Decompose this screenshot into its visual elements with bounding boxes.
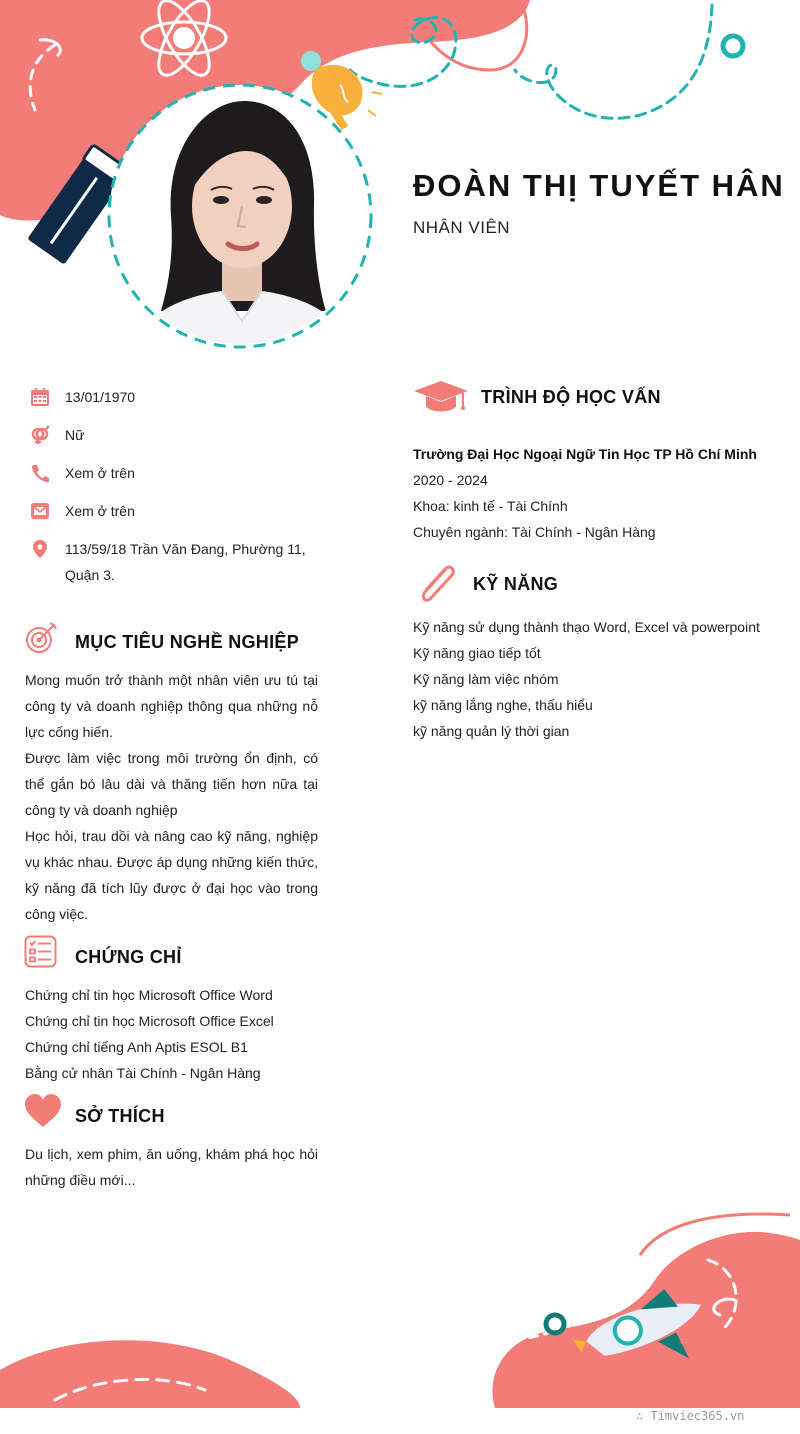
heart-icon xyxy=(24,1094,62,1128)
certificates-title: CHỨNG CHỈ xyxy=(75,947,182,967)
gender-value: Nữ xyxy=(65,427,85,443)
education-faculty: Khoa: kinh tế - Tài Chính xyxy=(413,498,568,514)
certificate-item: Chứng chỉ tin học Microsoft Office Word xyxy=(25,987,273,1003)
certificate-item: Chứng chỉ tiếng Anh Aptis ESOL B1 xyxy=(25,1039,248,1055)
education-years: 2020 - 2024 xyxy=(413,472,488,488)
hobbies-text: Du lịch, xem phim, ăn uống, khám phá học hỏi những điều mới... xyxy=(25,1146,318,1188)
candidate-role: NHÂN VIÊN xyxy=(413,218,511,237)
paperclip-icon xyxy=(415,562,459,606)
skills-title: KỸ NĂNG xyxy=(473,574,559,594)
footer-decoration xyxy=(0,1200,800,1434)
skills-list xyxy=(413,614,760,744)
gender-icon xyxy=(30,425,50,445)
mail-icon xyxy=(30,501,50,521)
teal-ring xyxy=(723,36,743,56)
education-school: Trường Đại Học Ngoại Ngữ Tin Học TP Hồ Chí Minh xyxy=(413,446,757,462)
hobbies-title: SỞ THÍCH xyxy=(75,1106,165,1126)
phone-icon xyxy=(30,463,50,483)
skill-item: kỹ năng lắng nghe, thấu hiểu xyxy=(413,697,593,713)
calendar-icon xyxy=(30,387,50,407)
contact-birthday xyxy=(30,384,320,410)
objective-title: MỤC TIÊU NGHỀ NGHIỆP xyxy=(75,632,300,652)
education-title: TRÌNH ĐỘ HỌC VẤN xyxy=(481,387,661,407)
skill-item: Kỹ năng giao tiếp tốt xyxy=(413,645,541,661)
email-value: Xem ở trên xyxy=(65,503,135,519)
contact-address xyxy=(30,536,320,588)
profile-photo xyxy=(116,96,364,344)
contact-email xyxy=(30,498,320,524)
contact-phone xyxy=(30,460,320,486)
certificate-item: Chứng chỉ tin học Microsoft Office Excel xyxy=(25,1013,274,1029)
location-pin-icon xyxy=(30,539,50,559)
skill-item: Kỹ năng sử dụng thành thạo Word, Excel và powerpoint xyxy=(413,619,760,635)
target-icon xyxy=(24,620,60,656)
watermark: ∴ Timviec365.vn xyxy=(636,1409,745,1423)
graduation-cap-icon xyxy=(413,380,469,414)
checklist-icon xyxy=(24,935,57,968)
contact-gender xyxy=(30,422,320,448)
birthday-value: 13/01/1970 xyxy=(65,389,136,405)
candidate-name: ĐOÀN THỊ TUYẾT HÂN xyxy=(413,168,785,203)
certificates-list xyxy=(25,982,274,1086)
education-major: Chuyên ngành: Tài Chính - Ngân Hàng xyxy=(413,524,656,540)
avatar-illustration xyxy=(116,96,364,344)
certificate-item: Bằng cử nhân Tài Chính - Ngân Hàng xyxy=(25,1065,261,1081)
phone-value: Xem ở trên xyxy=(65,465,135,481)
education-details xyxy=(413,441,757,545)
coral-hill-bottom-left xyxy=(0,1340,300,1408)
skill-item: kỹ năng quản lý thời gian xyxy=(413,723,570,739)
objective-text: Mong muốn trở thành một nhân viên ưu tú tại công ty và doanh nghiệp thông qua những nỗ lực cống hiến. Được làm việc trong môi trường ổn định, có thể gắn bó lâu dài và thăng tiến hơn nữa tại công ty và doanh nghiệp Học hỏi, trau dồi và nâng cao kỹ năng, nghiệp vụ khác nhau. Được áp dụng những kiến thức, kỹ năng đã tích lũy được ở đại học vào trong công việc. xyxy=(25,672,318,922)
address-value: 113/59/18 Trần Văn Đang, Phường 11, Quận 3. xyxy=(65,541,306,583)
skill-item: Kỹ năng làm việc nhóm xyxy=(413,671,559,687)
